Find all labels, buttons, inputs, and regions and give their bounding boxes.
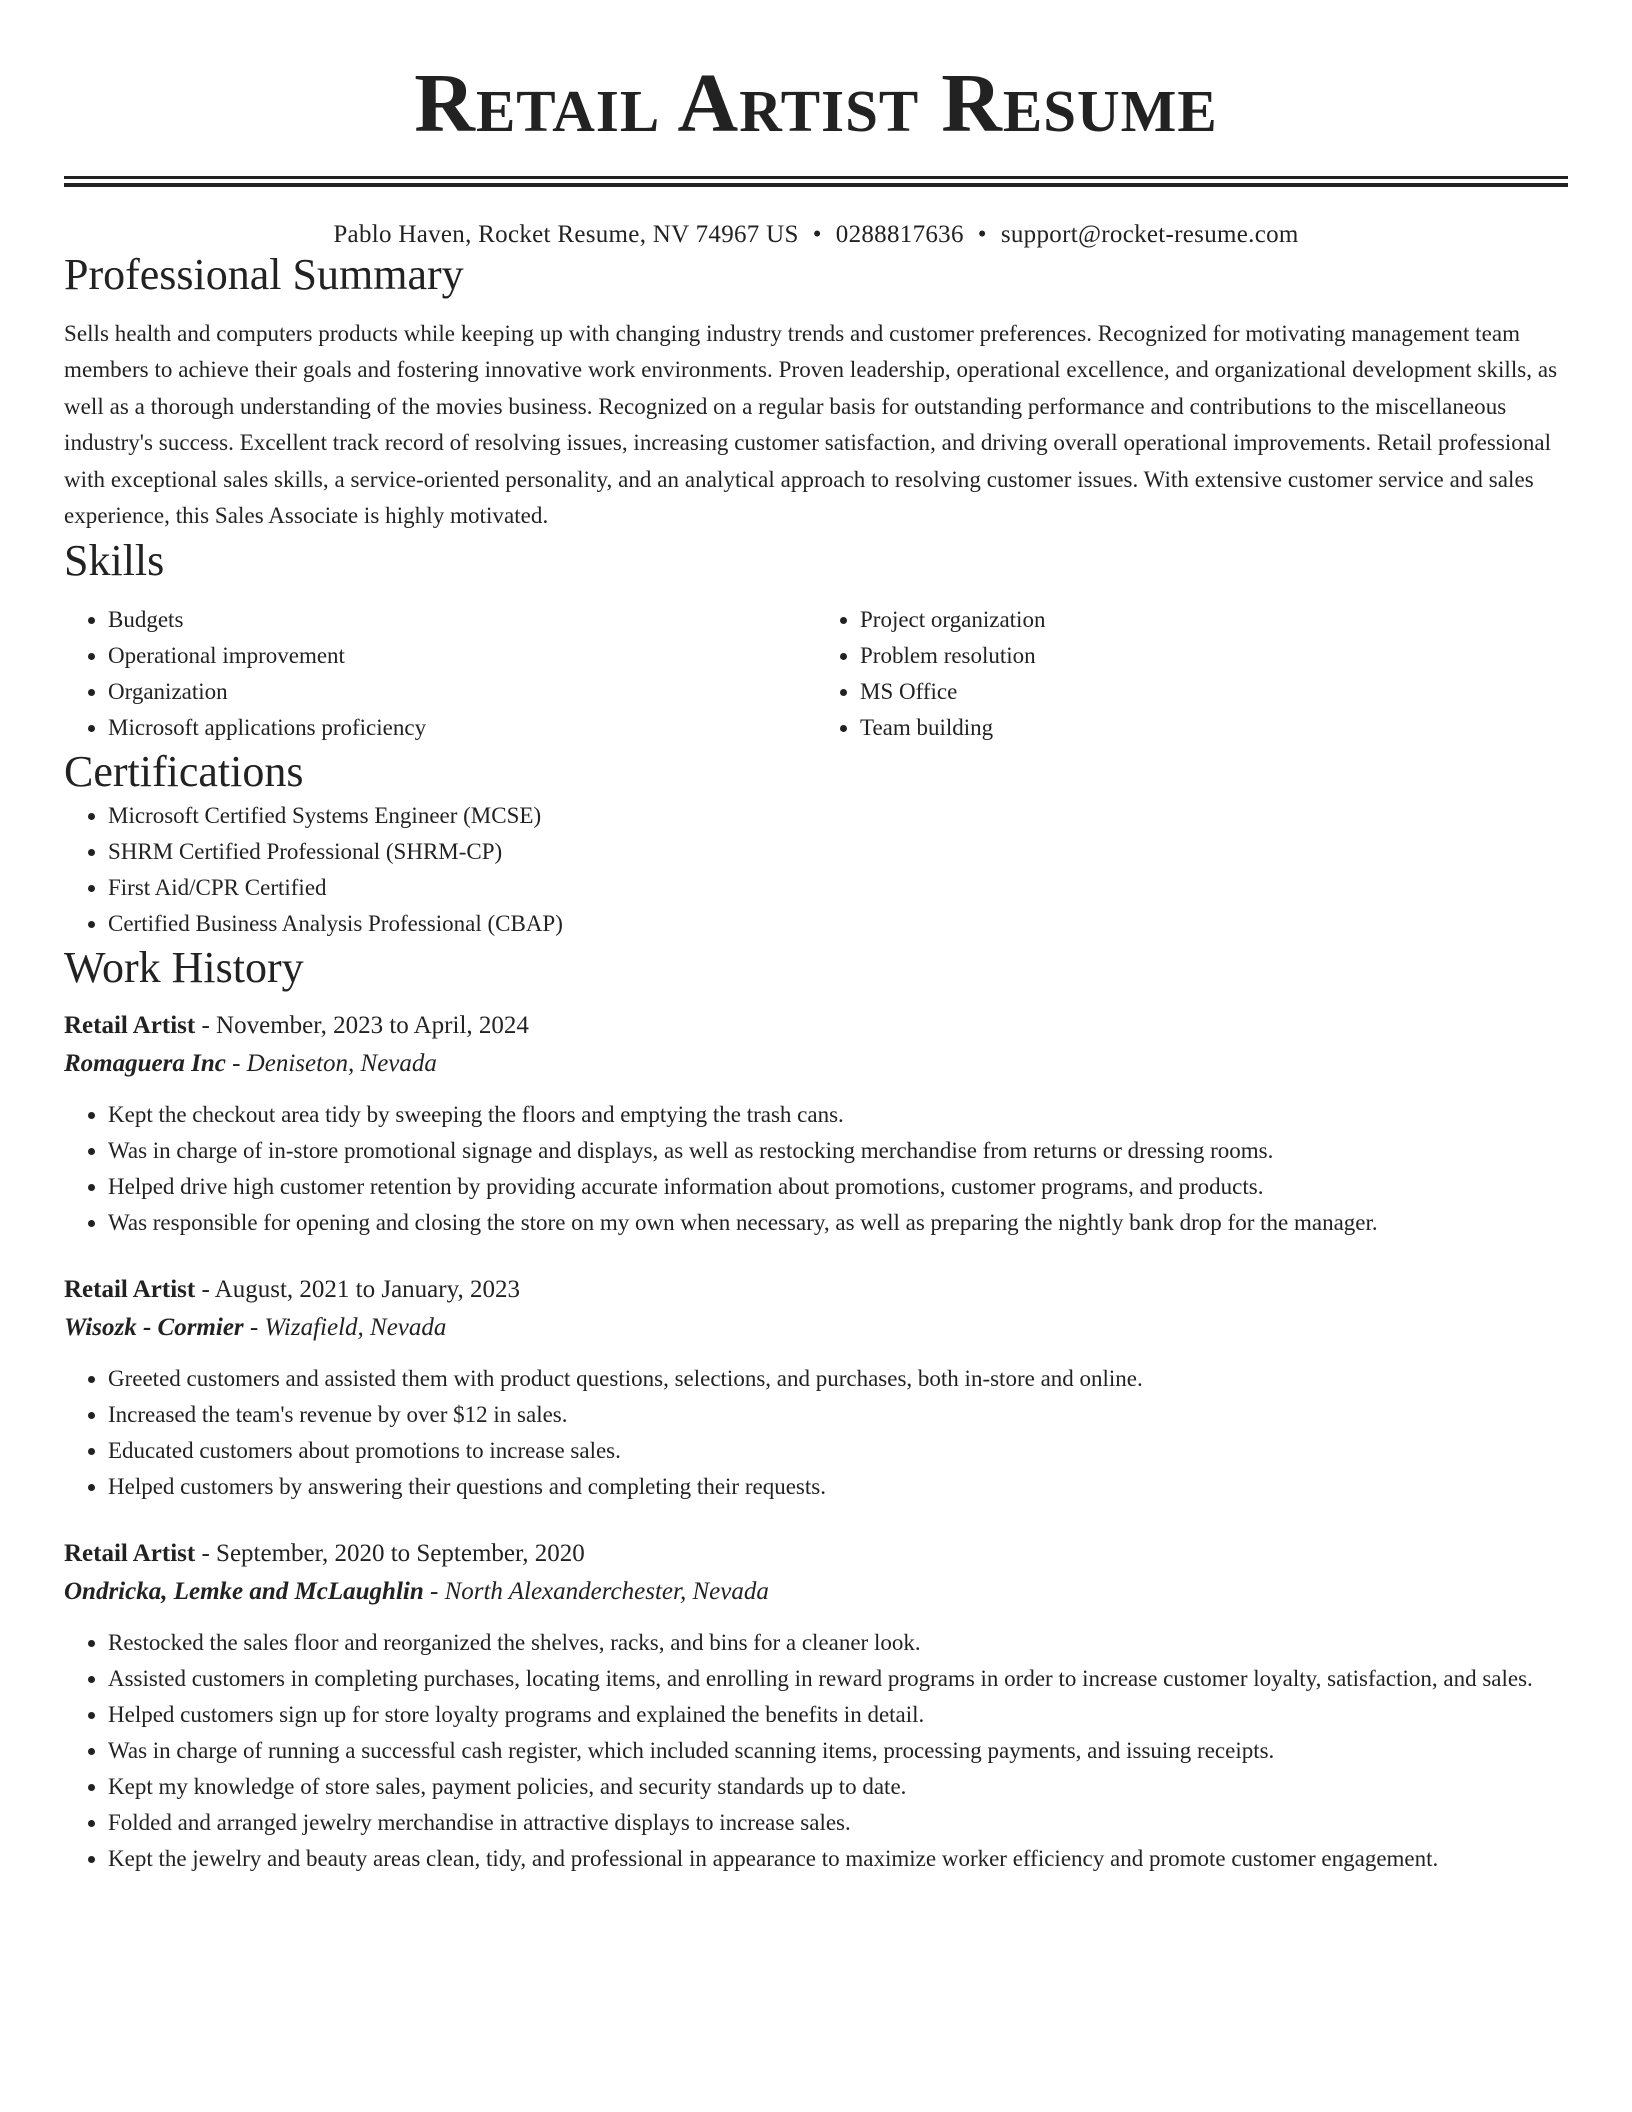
skill-item: • Microsoft applications proficiency bbox=[108, 710, 816, 746]
duty-item: • Educated customers about promotions to increase sales. bbox=[108, 1433, 1568, 1469]
job-entry bbox=[64, 1007, 1568, 1241]
certification-item: • Microsoft Certified Systems Engineer (MCSE) bbox=[108, 798, 1568, 834]
certification-item: • First Aid/CPR Certified bbox=[108, 870, 1568, 906]
duty-item: • Greeted customers and assisted them with product questions, selections, and purchases, both in-store and online. bbox=[108, 1361, 1568, 1397]
duty-item: • Helped customers sign up for store loyalty programs and explained the benefits in detail. bbox=[108, 1697, 1568, 1733]
job-company-line: Wisozk - Cormier - Wizafield, Nevada bbox=[64, 1314, 447, 1342]
resume-title: Retail Artist Resume bbox=[414, 57, 1218, 150]
contact-phone: 0288817636 bbox=[835, 221, 964, 248]
duty-item: • Was in charge of running a successful cash register, which included scanning items, processing payments, and issuing receipts. bbox=[108, 1733, 1568, 1769]
duty-item: • Assisted customers in completing purchases, locating items, and enrolling in reward programs in order to increase customer loyalty, satisfaction, and sales. bbox=[108, 1661, 1568, 1697]
contact-line bbox=[64, 221, 1568, 249]
contact-separator: • bbox=[977, 221, 987, 248]
job-company: Wisozk - Cormier bbox=[64, 1314, 244, 1342]
duty-item: • Helped customers by answering their questions and completing their requests. bbox=[108, 1469, 1568, 1505]
job-entry bbox=[64, 1535, 1568, 1877]
duty-item: • Helped drive high customer retention by providing accurate information about promotions, customer programs, and products. bbox=[108, 1169, 1568, 1205]
summary-heading: Professional Summary bbox=[64, 250, 464, 299]
skill-item: • Project organization bbox=[860, 602, 1568, 638]
job-location: Wizafield, Nevada bbox=[264, 1314, 447, 1342]
duty-item: • Was responsible for opening and closing the store on my own when necessary, as well as preparing the nightly bank drop for the manager. bbox=[108, 1205, 1568, 1241]
job-company: Ondricka, Lemke and McLaughlin bbox=[64, 1578, 424, 1606]
contact-separator: • bbox=[812, 221, 822, 248]
certification-item: • Certified Business Analysis Professional (CBAP) bbox=[108, 906, 1568, 942]
certification-item: • SHRM Certified Professional (SHRM-CP) bbox=[108, 834, 1568, 870]
skills-grid bbox=[64, 602, 1568, 746]
duty-item: • Kept my knowledge of store sales, payment policies, and security standards up to date. bbox=[108, 1769, 1568, 1805]
job-company-line: Romaguera Inc - Deniseton, Nevada bbox=[64, 1050, 437, 1078]
skill-item: • Problem resolution bbox=[860, 638, 1568, 674]
skills-list-right bbox=[816, 602, 1568, 746]
certifications-heading: Certifications bbox=[64, 746, 304, 796]
skill-item: • MS Office bbox=[860, 674, 1568, 710]
title-divider bbox=[64, 176, 1568, 187]
job-dates: September, 2020 to September, 2020 bbox=[216, 1540, 585, 1568]
job-company-line: Ondricka, Lemke and McLaughlin - North Alexanderchester, Nevada bbox=[64, 1578, 769, 1606]
duty-item: • Kept the jewelry and beauty areas clean, tidy, and professional in appearance to maximize worker efficiency and promote customer engagement. bbox=[108, 1841, 1568, 1877]
job-title-line: Retail Artist - September, 2020 to September, 2020 bbox=[64, 1540, 585, 1568]
job-title-line: Retail Artist - November, 2023 to April, 2024 bbox=[64, 1012, 529, 1040]
job-title-line: Retail Artist - August, 2021 to January, 2023 bbox=[64, 1276, 520, 1304]
contact-address: Pablo Haven, Rocket Resume, NV 74967 US bbox=[333, 221, 799, 248]
summary-text: Sells health and computers products while keeping up with changing industry trends and customer preferences. Recognized for motivating management team members to achieve their goals and fostering innovative work environments. Proven leadership, operational excellence, and organizational development skills, as well as a thorough understanding of the movies business. Recognized on a regular basis for outstanding performance and contributions to the miscellaneous industry's success. Excellent track record of resolving issues, increasing customer satisfaction, and driving overall operational improvements. Retail professional with exceptional sales skills, a service-oriented personality, and an analytical approach to resolving customer issues. With extensive customer service and sales experience, this Sales Associate is highly motivated. bbox=[64, 320, 1558, 529]
skill-item: • Organization bbox=[108, 674, 816, 710]
skill-item: • Budgets bbox=[108, 602, 816, 638]
duty-item: • Increased the team's revenue by over $12 in sales. bbox=[108, 1397, 1568, 1433]
duty-item: • Folded and arranged jewelry merchandise in attractive displays to increase sales. bbox=[108, 1805, 1568, 1841]
skills-heading: Skills bbox=[64, 535, 165, 585]
job-entry bbox=[64, 1271, 1568, 1505]
duty-item: • Restocked the sales floor and reorganized the shelves, racks, and bins for a cleaner look. bbox=[108, 1625, 1568, 1661]
work-history-heading: Work History bbox=[64, 943, 304, 993]
skill-item: • Team building bbox=[860, 710, 1568, 746]
skills-list-left bbox=[64, 602, 816, 746]
job-role: Retail Artist bbox=[64, 1540, 196, 1568]
job-duties bbox=[64, 1625, 1568, 1877]
duty-item: • Was in charge of in-store promotional signage and displays, as well as restocking merchandise from returns or dressing rooms. bbox=[108, 1133, 1568, 1169]
job-role: Retail Artist bbox=[64, 1276, 196, 1304]
job-company: Romaguera Inc bbox=[64, 1050, 226, 1078]
certifications-list bbox=[64, 798, 1568, 942]
contact-email: support@rocket-resume.com bbox=[1000, 221, 1299, 248]
job-dates: November, 2023 to April, 2024 bbox=[216, 1012, 529, 1040]
duty-item: • Kept the checkout area tidy by sweeping the floors and emptying the trash cans. bbox=[108, 1097, 1568, 1133]
job-duties bbox=[64, 1361, 1568, 1505]
job-location: Deniseton, Nevada bbox=[246, 1050, 437, 1078]
job-location: North Alexanderchester, Nevada bbox=[444, 1578, 769, 1606]
job-role: Retail Artist bbox=[64, 1012, 196, 1040]
job-duties bbox=[64, 1097, 1568, 1241]
skill-item: • Operational improvement bbox=[108, 638, 816, 674]
job-dates: August, 2021 to January, 2023 bbox=[214, 1276, 520, 1304]
